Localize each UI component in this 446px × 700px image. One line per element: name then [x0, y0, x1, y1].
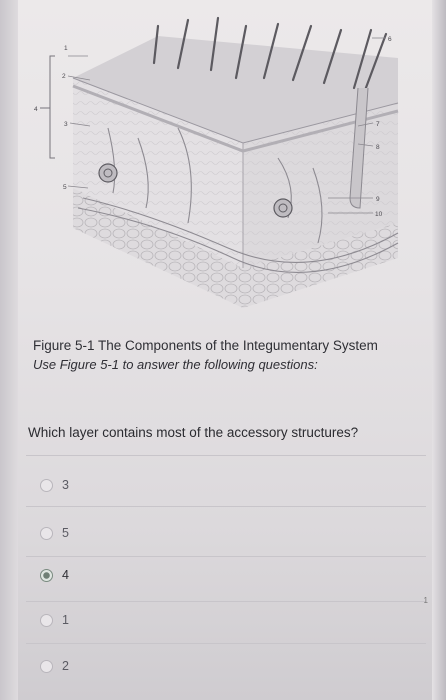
option-label: 3 — [62, 478, 69, 492]
divider — [26, 556, 426, 557]
option-label: 1 — [62, 613, 69, 627]
skin-figure — [28, 8, 428, 313]
divider — [26, 455, 426, 456]
option-label: 4 — [62, 568, 69, 582]
radio-button[interactable] — [40, 527, 53, 540]
divider — [26, 601, 426, 602]
figure-caption-instruction: Use Figure 5-1 to answer the following questions: — [33, 357, 318, 372]
question-text: Which layer contains most of the accessory structures? — [28, 425, 359, 440]
option-label: 5 — [62, 526, 69, 540]
answer-option-1[interactable] — [40, 474, 69, 496]
callout-8: 8 — [376, 144, 380, 151]
answer-option-5[interactable] — [40, 655, 69, 677]
radio-button[interactable] — [40, 614, 53, 627]
divider — [26, 643, 426, 644]
callout-10: 10 — [375, 211, 383, 218]
callout-4: 4 — [34, 106, 38, 113]
skin-diagram-illustration — [28, 8, 428, 313]
callout-9: 9 — [376, 196, 380, 203]
callout-5: 5 — [63, 184, 67, 191]
option-label: 2 — [62, 659, 69, 673]
callout-7: 7 — [376, 121, 380, 128]
left-margin — [0, 0, 18, 700]
edge-mark: 1 — [423, 596, 428, 605]
radio-button-selected[interactable] — [40, 569, 53, 582]
callout-2: 2 — [62, 73, 66, 80]
radio-button[interactable] — [40, 479, 53, 492]
figure-caption-title: Figure 5-1 The Components of the Integumentary System — [33, 338, 378, 353]
answer-option-4[interactable] — [40, 609, 69, 631]
radio-button[interactable] — [40, 660, 53, 673]
answer-option-3[interactable] — [40, 564, 69, 586]
callout-6: 6 — [388, 36, 392, 43]
right-margin — [432, 0, 446, 700]
callout-1: 1 — [64, 45, 68, 52]
answer-option-2[interactable] — [40, 522, 69, 544]
divider — [26, 506, 426, 507]
callout-3: 3 — [64, 121, 68, 128]
